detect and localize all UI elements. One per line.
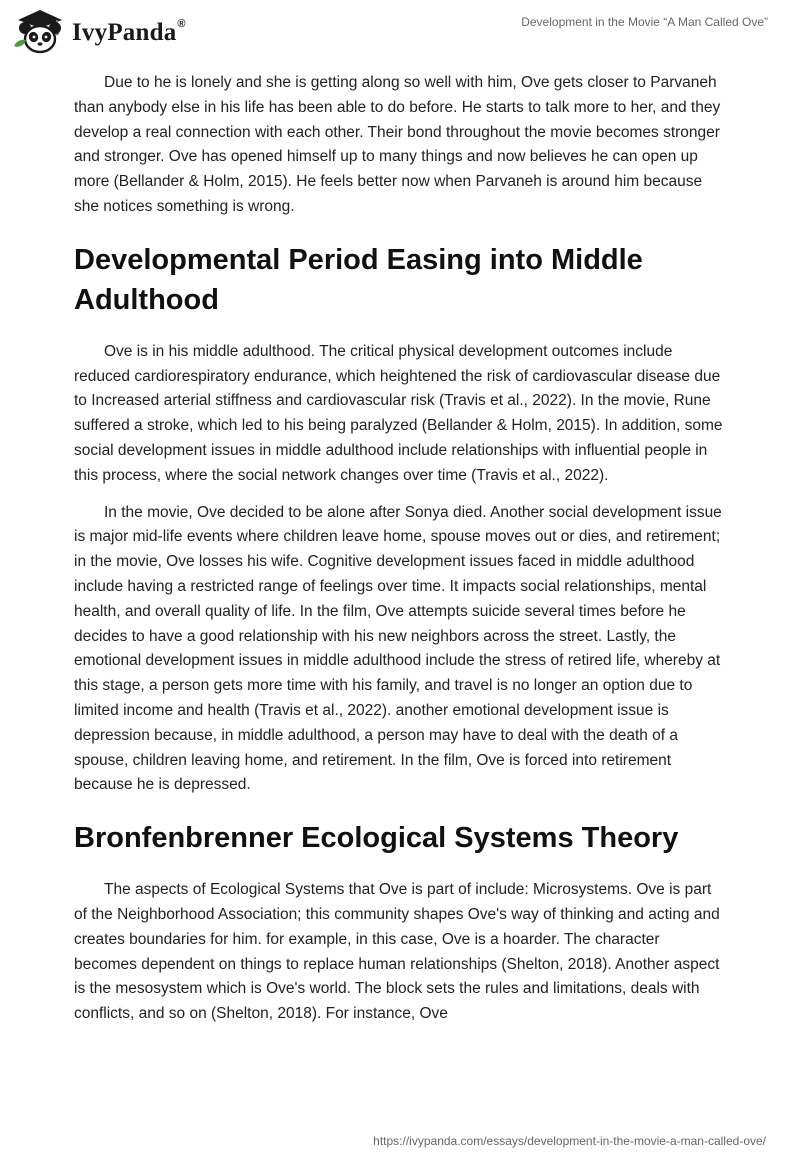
- brand-name-text: IvyPanda: [72, 18, 177, 46]
- registered-mark: ®: [177, 17, 186, 30]
- section-heading-ecological-systems: Bronfenbrenner Ecological Systems Theory: [74, 822, 679, 855]
- paragraph: Ove is in his middle adulthood. The critical physical development outcomes include reduced cardiorespiratory endurance, which heightened the risk of cardiovascular disease due to Increased arterial stiffness and cardiovascular risk (Travis et al., 2022). In the movie, Rune suffered a stroke, which led to his being paralyzed (Bellander & Holm, 2015). In addition, some social development issues in middle adulthood include relationships with influential people in this process, where the social network changes over time (Travis et al., 2022).: [74, 342, 723, 484]
- ivypanda-logo[interactable]: [12, 6, 186, 56]
- paragraph: The aspects of Ecological Systems that Ove is part of include: Microsystems. Ove is part of the Neighborhood Association; this community shapes Ove's way of thinking and acting and creates boundaries for him. for example, in this case, Ove is a hoarder. The character becomes dependent on things to replace human relationships (Shelton, 2018). Another aspect is the mesosystem which is Ove's world. The block sets the rules and limitations, deals with conflicts, and so on (Shelton, 2018). For instance, Ove: [74, 881, 720, 1023]
- document-title: Development in the Movie “A Man Called Ove”: [521, 15, 768, 29]
- essay-body: [74, 71, 724, 1039]
- panda-graduate-icon: [12, 6, 68, 56]
- source-url[interactable]: https://ivypanda.com/essays/development-in-the-movie-a-man-called-ove/: [373, 1134, 766, 1148]
- section-heading-middle-adulthood: Developmental Period Easing into Middle Adulthood: [74, 243, 643, 316]
- page-header: [0, 0, 800, 70]
- paragraph: In the movie, Ove decided to be alone after Sonya died. Another social development issue is major mid-life events where children leave home, spouse moves out or dies, and retirement; in the movie, Ove losses his wife. Cognitive development issues faced in middle adulthood include having a restricted range of feelings over time. It impacts social relationships, mental health, and overall quality of life. In the film, Ove attempts suicide several times before he decides to have a good relationship with his new neighbors across the street. Lastly, the emotional development issues in middle adulthood include the stress of retired life, whereby at this stage, a person gets more time with his family, and travel is no longer an option due to limited income and health (Travis et al., 2022). another emotional development issue is depression because, in middle adulthood, a person may have to deal with the death of a spouse, children leaving home, and retirement. In the film, Ove is forced into retirement because he is depressed.: [74, 503, 722, 794]
- intro-paragraph: Due to he is lonely and she is getting along so well with him, Ove gets closer to Parvaneh than anybody else in his life has been able to do before. He starts to talk more to her, and they develop a real connection with each other. Their bond throughout the movie becomes stronger and stronger. Ove has opened himself up to many things and now believes he can open up more (Bellander & Holm, 2015). He feels better now when Parvaneh is around him because she notices something is wrong.: [74, 74, 721, 215]
- brand-name: [72, 18, 186, 47]
